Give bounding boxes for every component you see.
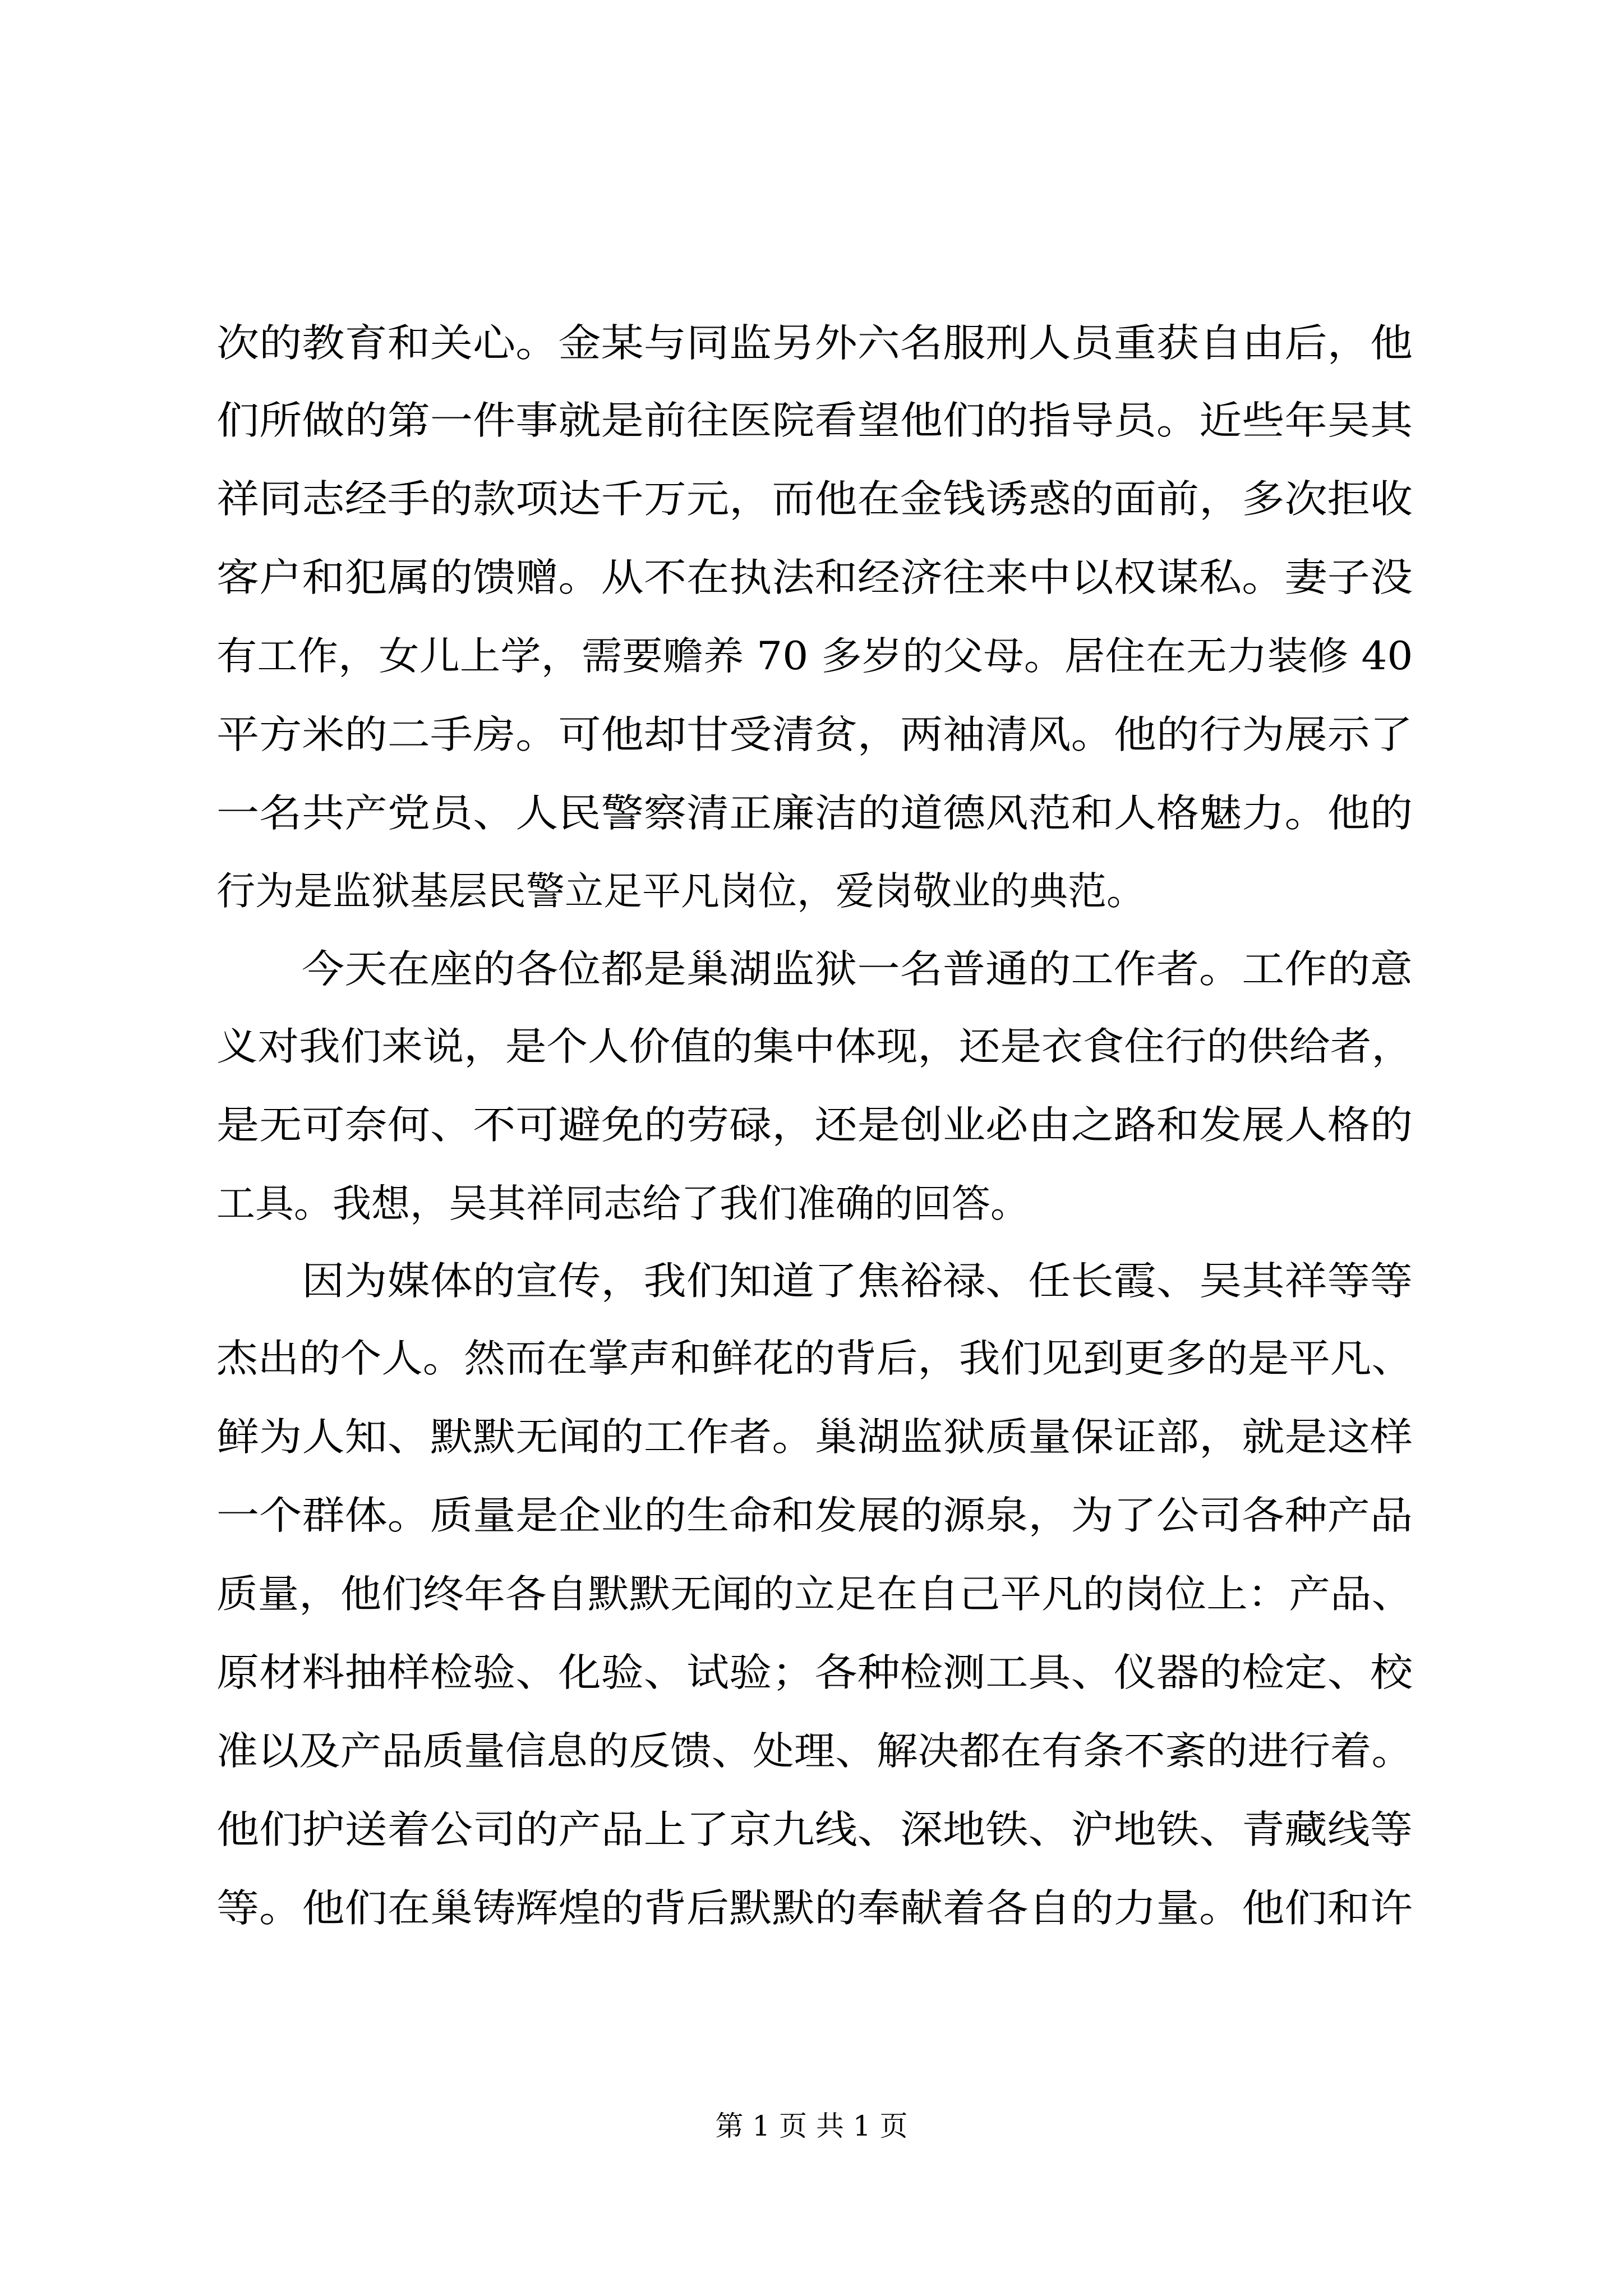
body-line: 准以及产品质量信息的反馈、处理、解决都在有条不紊的进行着。 [216,1729,1413,1774]
body-line: 一个群体。质量是企业的生命和发展的源泉，为了公司各种产品 [216,1493,1413,1538]
body-line: 等。他们在巢铸辉煌的背后默默的奉献着各自的力量。他们和许 [216,1886,1413,1931]
body-line: 工具。我想，吴其祥同志给了我们准确的回答。 [216,1181,1029,1226]
page-footer: 第 1 页 共 1 页 [715,2110,908,2142]
body-line: 们所做的第一件事就是前往医院看望他们的指导员。近些年吴其 [216,398,1413,443]
body-line: 一名共产党员、人民警察清正廉洁的道德风范和人格魅力。他的 [216,791,1413,836]
body-line: 质量，他们终年各自默默无闻的立足在自己平凡的岗位上：产品、 [216,1572,1413,1617]
body-line: 平方米的二手房。可他却甘受清贫，两袖清风。他的行为展示了 [216,712,1413,757]
body-line: 因为媒体的宣传，我们知道了焦裕禄、任长霞、吴其祥等等 [302,1259,1413,1304]
body-line: 他们护送着公司的产品上了京九线、深地铁、沪地铁、青藏线等 [216,1807,1413,1852]
body-line: 次的教育和关心。金某与同监另外六名服刑人员重获自由后，他 [216,321,1413,366]
body-line: 有工作，女儿上学，需要赡养 70 多岁的父母。居住在无力装修 40 [216,634,1413,679]
body-line: 是无可奈何、不可避免的劳碌，还是创业必由之路和发展人格的 [216,1103,1413,1148]
body-line: 祥同志经手的款项达千万元，而他在金钱诱惑的面前，多次拒收 [216,477,1413,522]
body-line: 原材料抽样检验、化验、试验；各种检测工具、仪器的检定、校 [216,1650,1413,1695]
body-line: 义对我们来说，是个人价值的集中体现，还是衣食住行的供给者， [216,1024,1413,1069]
body-line: 杰出的个人。然而在掌声和鲜花的背后，我们见到更多的是平凡、 [216,1336,1413,1381]
body-line: 客户和犯属的馈赠。从不在执法和经济往来中以权谋私。妻子没 [216,555,1413,600]
body-line: 鲜为人知、默默无闻的工作者。巢湖监狱质量保证部，就是这样 [216,1415,1413,1460]
body-line: 今天在座的各位都是巢湖监狱一名普通的工作者。工作的意 [302,947,1413,992]
body-line: 行为是监狱基层民警立足平凡岗位，爱岗敬业的典范。 [216,869,1145,914]
